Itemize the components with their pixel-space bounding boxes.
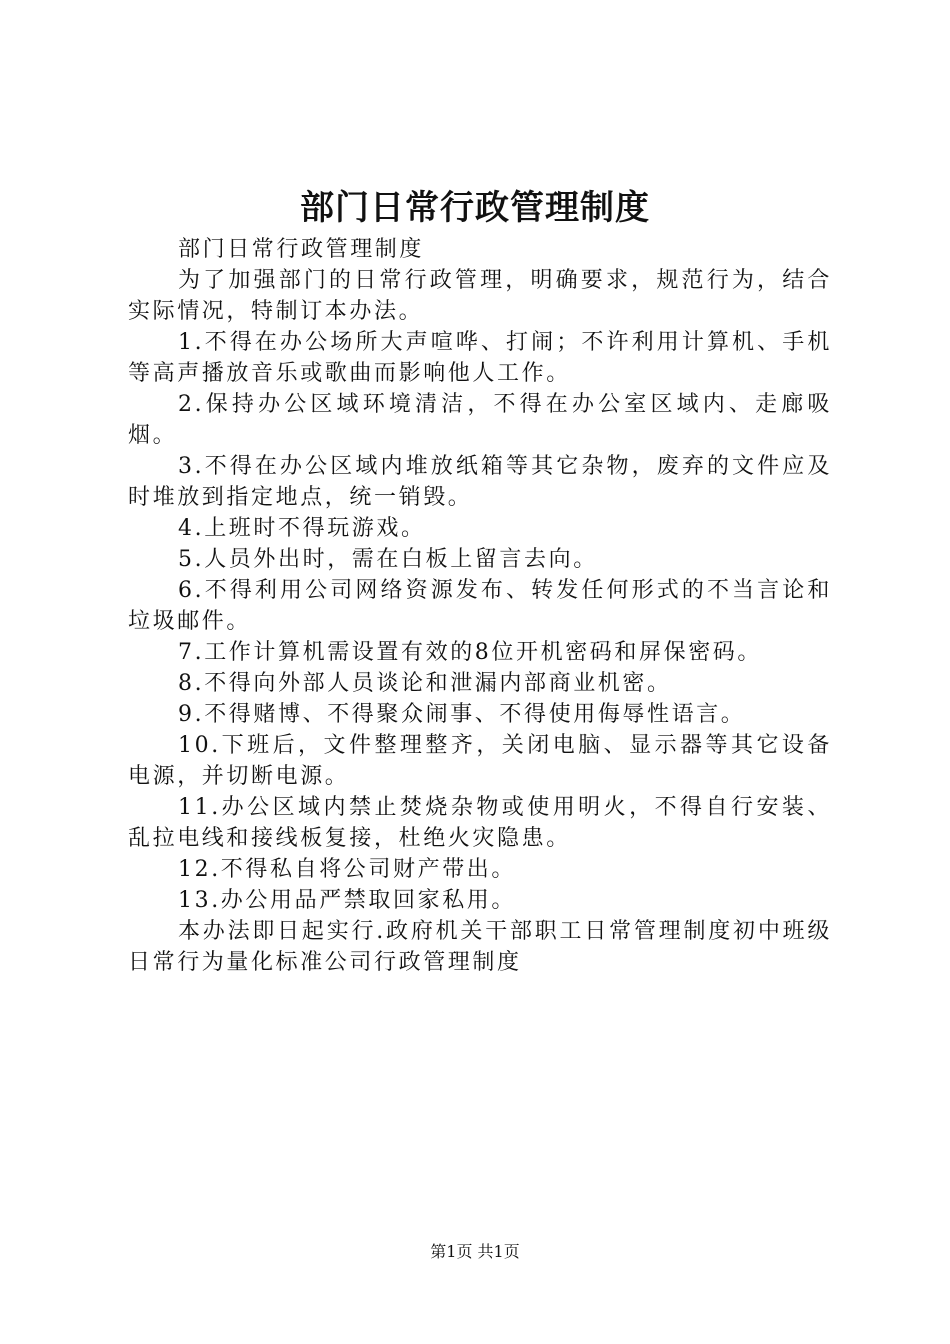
rule-item-13: 13.办公用品严禁取回家私用。	[178, 888, 516, 913]
paragraph-intro: 为了加强部门的日常行政管理，明确要求，规范行为，结合实际情况，特制订本办法。	[128, 268, 832, 324]
rule-item-5: 5.人员外出时，需在白板上留言去向。	[178, 547, 598, 572]
rule-item-10: 10.下班后，文件整理整齐，关闭电脑、显示器等其它设备电源，并切断电源。	[128, 733, 832, 789]
rule-item-2: 2.保持办公区域环境清洁，不得在办公室区域内、走廊吸烟。	[128, 392, 832, 448]
document-title: 部门日常行政管理制度	[300, 188, 650, 228]
rule-item-4: 4.上班时不得玩游戏。	[178, 516, 426, 541]
rule-item-11: 11.办公区域内禁止焚烧杂物或使用明火，不得自行安装、乱拉电线和接线板复接，杜绝火灾隐患。	[128, 795, 832, 851]
rule-item-6: 6.不得利用公司网络资源发布、转发任何形式的不当言论和垃圾邮件。	[128, 578, 832, 634]
rule-item-1: 1.不得在办公场所大声喧哗、打闹；不许利用计算机、手机等高声播放音乐或歌曲而影响他人工作。	[128, 330, 832, 386]
rule-item-3: 3.不得在办公区域内堆放纸箱等其它杂物，废弃的文件应及时堆放到指定地点，统一销毁。	[128, 454, 832, 510]
rule-item-7: 7.工作计算机需设置有效的8位开机密码和屏保密码。	[178, 640, 762, 665]
rule-item-9: 9.不得赌博、不得聚众闹事、不得使用侮辱性语言。	[178, 702, 746, 727]
rule-item-12: 12.不得私自将公司财产带出。	[178, 857, 516, 882]
document-body	[128, 234, 832, 978]
paragraph-subtitle: 部门日常行政管理制度	[178, 237, 425, 262]
paragraph-closing: 本办法即日起实行.政府机关干部职工日常管理制度初中班级日常行为量化标准公司行政管理制度	[128, 919, 832, 975]
page-number-footer: 第1页 共1页	[430, 1242, 520, 1261]
rule-item-8: 8.不得向外部人员谈论和泄漏内部商业机密。	[178, 671, 672, 696]
